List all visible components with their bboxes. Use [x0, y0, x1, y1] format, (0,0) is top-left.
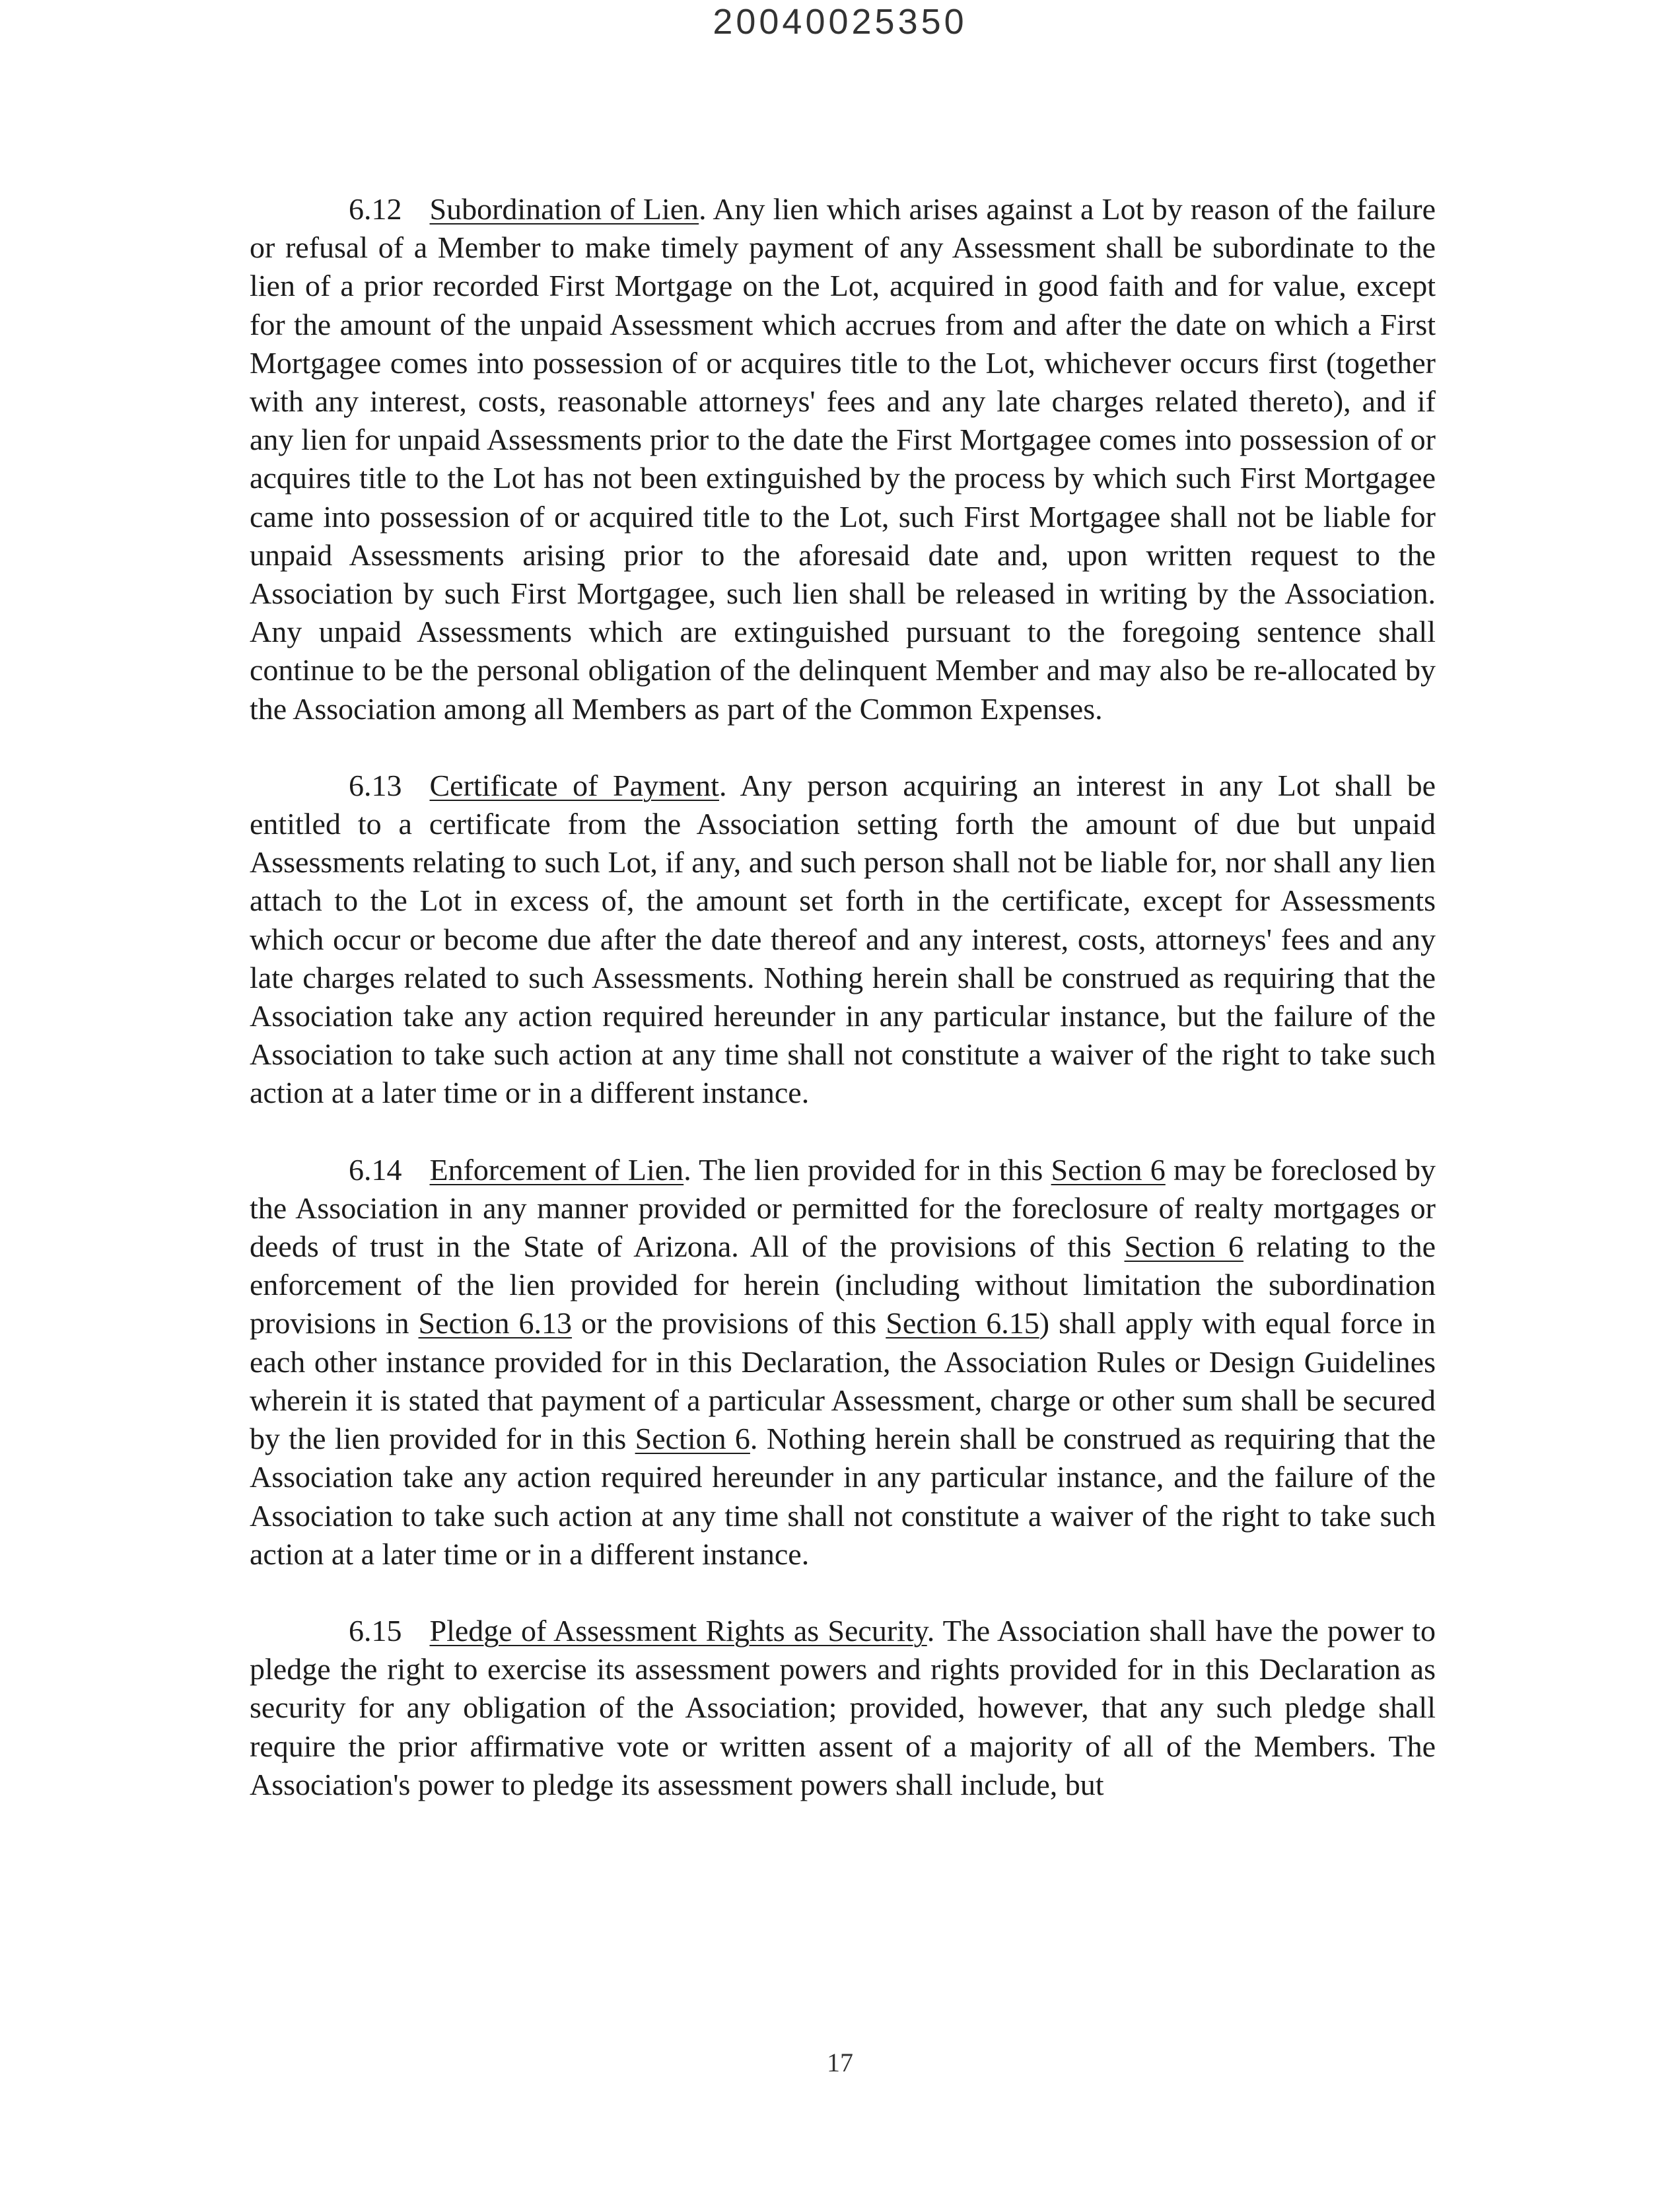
section-6-13	[250, 767, 1436, 1113]
section-text: ) shall apply with equal force in each other instance provided for in this Declaration, the Association Rules or Design Guidelines wherein it is stated that payment of a particular Assessment, charge or other sum shall be secured by the lien provided for in this	[250, 1306, 1436, 1456]
section-text: or the provisions of this	[572, 1306, 886, 1340]
section-number: 6.15	[349, 1613, 402, 1648]
section-text: . Any person acquiring an interest in any Lot shall be entitled to a certificate from the Association setting forth the amount of due but unpaid Assessments relating to such Lot, if any, and such person shall not be liable for, nor shall any lien attach to the Lot in excess of, the amount set forth in the certificate, except for Assessments which occur or become due after the date thereof and any interest, costs, attorneys' fees and any late charges related to such Assessments. Nothing herein shall be construed as requiring that the Association take any action required hereunder in any particular instance, but the failure of the Association to take such action at any time shall not constitute a waiver of the right to take such action at a later time or in a different instance.	[250, 768, 1436, 1110]
section-6-15	[250, 1612, 1436, 1804]
document-number: 20040025350	[713, 2, 967, 42]
section-reference: Section 6	[635, 1422, 750, 1456]
section-text: . Any lien which arises against a Lot by reason of the failure or refusal of a Member to make timely payment of any Assessment shall be subordinate to the lien of a prior recorded First Mortgage on the Lot, acquired in good faith and for value, except for the amount of the unpaid Assessment which accrues from and after the date on which a First Mortgagee comes into possession of or acquires title to the Lot, whichever occurs first (together with any interest, costs, reasonable attorneys' fees and any late charges related thereto), and if any lien for unpaid Assessments prior to the date the First Mortgagee comes into possession of or acquires title to the Lot has not been extinguished by the process by which such First Mortgagee came into possession of or acquired title to the Lot, such First Mortgagee shall not be liable for unpaid Assessments arising prior to the aforesaid date and, upon written request to the Association by such First Mortgagee, such lien shall be released in writing by the Association. Any unpaid Assessments which are extinguished pursuant to the foregoing sentence shall continue to be the personal obligation of the delinquent Member and may also be re-allocated by the Association among all Members as part of the Common Expenses.	[250, 192, 1436, 726]
section-title: Enforcement of Lien	[429, 1152, 684, 1187]
section-title: Pledge of Assessment Rights as Security	[429, 1613, 927, 1648]
section-number: 6.14	[349, 1152, 402, 1187]
section-6-14	[250, 1151, 1436, 1574]
section-reference: Section 6.13	[418, 1306, 573, 1340]
document-body	[250, 190, 1436, 1842]
section-number: 6.13	[349, 768, 402, 802]
section-text: . Nothing herein shall be construed as requiring that the Association take any action required hereunder in any particular instance, and the failure of the Association to take such action at any time shall not constitute a waiver of the right to take such action at a later time or in a different instance.	[250, 1422, 1436, 1571]
section-text: . The lien provided for in this	[683, 1152, 1051, 1187]
page-number: 17	[827, 2048, 853, 2077]
section-text: may be foreclosed by the Association in any manner provided or permitted for the foreclosure of realty mortgages or deeds of trust in the State of Arizona. All of the provisions of this	[250, 1152, 1436, 1264]
section-reference: Section 6.15	[886, 1306, 1039, 1340]
section-reference: Section 6	[1124, 1230, 1243, 1264]
section-text: . The Association shall have the power to pledge the right to exercise its assessment powers and rights provided for in this Declaration as security for any obligation of the Association; provided, however, that any such pledge shall require the prior affirmative vote or written assent of a majority of all of the Members. The Association's power to pledge its assessment powers shall include, but	[250, 1613, 1436, 1801]
section-number: 6.12	[349, 192, 402, 226]
section-6-12	[250, 190, 1436, 728]
section-text: relating to the enforcement of the lien provided for herein (including without limitation the subordination provisions in	[250, 1230, 1436, 1340]
section-reference: Section 6	[1051, 1152, 1166, 1187]
section-title: Certificate of Payment	[429, 768, 719, 802]
section-title: Subordination of Lien	[429, 192, 699, 226]
